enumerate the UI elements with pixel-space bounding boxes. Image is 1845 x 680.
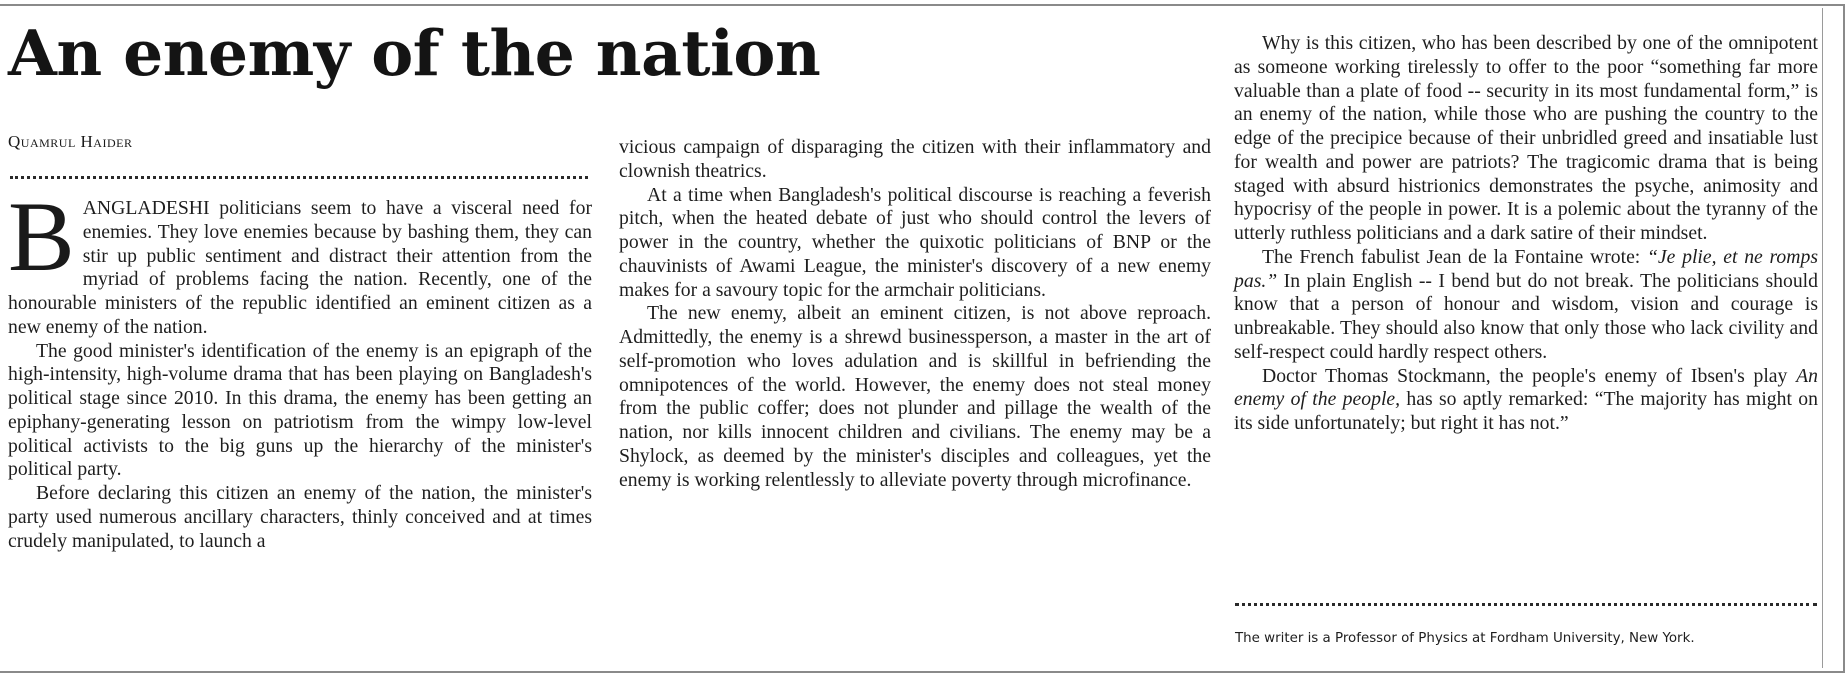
article-column-2	[619, 136, 1211, 492]
paragraph-text: has so aptly remarked: “The majority has might on its side unfortunately; but right it has not.”	[1234, 388, 1818, 434]
drop-cap: B	[8, 181, 75, 292]
byline-dotted-divider	[10, 176, 588, 179]
paragraph: Before declaring this citizen an enemy of the nation, the minister's party used numerous ancillary characters, thinly conceived and at times crudely manipulated, to launch a	[8, 482, 592, 552]
french-quote: “Je plie, et ne romps pas.”	[1234, 245, 1818, 292]
paragraph	[1234, 365, 1818, 436]
byline: Quamrul Haider	[8, 132, 133, 151]
top-border-rule	[0, 4, 1845, 6]
author-note: The writer is a Professor of Physics at Fordham University, New York.	[1235, 631, 1695, 646]
paragraph: vicious campaign of disparaging the citizen with their inflammatory and clownish theatrics.	[619, 136, 1211, 182]
article-column-1	[8, 181, 592, 553]
paragraph	[8, 181, 592, 340]
article-column-3	[1234, 32, 1818, 436]
paragraph-text: In plain English -- I bend but do not break. The politicians should know that a person of honour and wisdom, vision and courage is unbreakable. They should also know that only those who lack civility and self-respect could hardly respect others.	[1234, 269, 1818, 363]
paragraph: The new enemy, albeit an eminent citizen, is not above reproach. Admittedly, the enemy is a shrewd businessperson, a master in the art of self-promotion who loves adulation and is skillful in befriending the omnipotences of the world. However, the enemy does not steal money from the public coffer; does not plunder and pillage the wealth of the nation, nor kills innocent children and civilians. The enemy may be a Shylock, as deemed by the minister's disciples and colleagues, yet the enemy is working relentlessly to alleviate poverty through microfinance.	[619, 302, 1211, 491]
play-title: An enemy of the people,	[1234, 364, 1818, 411]
paragraph: Why is this citizen, who has been described by one of the omnipotent as someone working tirelessly to offer to the poor “something far more valuable than a plate of food -- security in its most fundamental form,” is an enemy of the nation, while those who are pushing the country to the edge of the precipice because of their unbridled greed and insatiable lust for wealth and power are patriots? The tragicomic drama that is being staged with absurd histrionics demonstrates the psyche, animosity and hypocrisy of the people in power. It is a polemic about the tyranny of the utterly ruthless politicians and a dark satire of their mindset.	[1234, 32, 1818, 244]
bottom-border-rule	[0, 671, 1845, 673]
paragraph-text: ANGLADESHI politicians seem to have a visceral need for enemies. They love enemies because by bashing them, they can stir up public sentiment and distract their attention from the myriad of problems facing the nation. Recently, one of the honourable ministers of the republic identified an eminent citizen as a new enemy of the nation.	[8, 197, 592, 338]
column-rule	[1822, 8, 1823, 668]
paragraph: At a time when Bangladesh's political discourse is reaching a feverish pitch, when the heated debate of just who should control the levers of power in the country, whether the quixotic politicians of BNP or the chauvinists of Awami League, the minister's discovery of a new enemy makes for a savoury topic for the armchair politicians.	[619, 183, 1211, 301]
headline: An enemy of the nation	[8, 16, 821, 90]
author-note-dotted-divider	[1235, 603, 1817, 606]
paragraph: The good minister's identification of the enemy is an epigraph of the high-intensity, high-volume drama that has been playing on Bangladesh's political stage since 2010. In this drama, the enemy has been getting an epiphany-generating lesson on patriotism from the wimpy low-level political activists to the big guns up the hierarchy of the minister's political party.	[8, 339, 592, 481]
paragraph	[1234, 246, 1818, 365]
paragraph-text: Doctor Thomas Stockmann, the people's enemy of Ibsen's play	[1262, 364, 1797, 387]
paragraph-text: The French fabulist Jean de la Fontaine wrote:	[1262, 245, 1647, 268]
